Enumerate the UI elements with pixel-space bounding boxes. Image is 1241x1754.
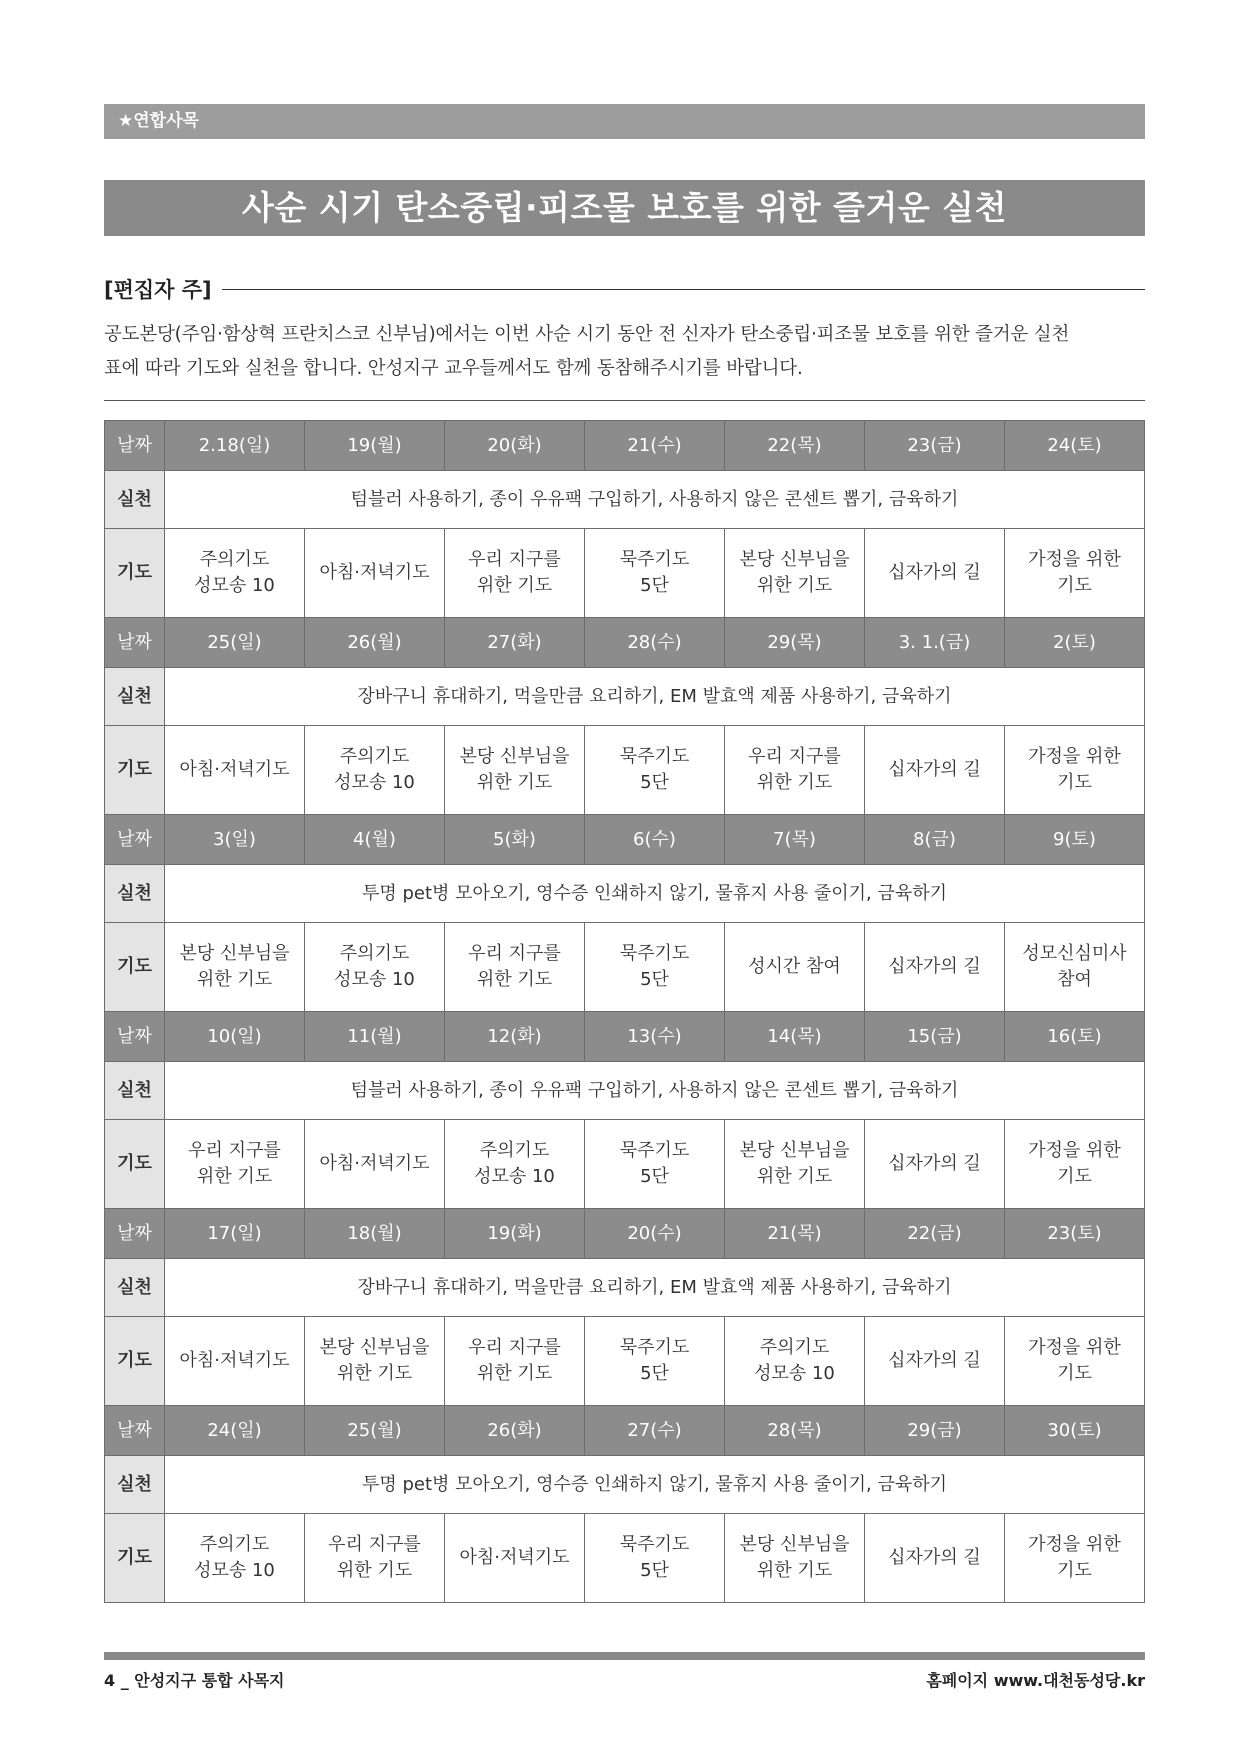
prayer-cell: [725, 726, 865, 815]
prayer-cell: [1005, 1317, 1145, 1406]
prayer-cell: [305, 1120, 445, 1209]
practice-label: 실천: [105, 471, 165, 529]
prayer-cell: [865, 923, 1005, 1012]
practice-label: 실천: [105, 1456, 165, 1514]
practice-cell: 장바구니 휴대하기, 먹을만큼 요리하기, EM 발효액 제품 사용하기, 금육하기: [165, 1259, 1145, 1317]
date-cell: 3. 1.(금): [865, 618, 1005, 668]
date-cell: 23(금): [865, 421, 1005, 471]
prayer-line: 위한 기도: [336, 1560, 413, 1581]
prayer-cell: [165, 1120, 305, 1209]
prayer-cell: [865, 529, 1005, 618]
prayer-cell: [725, 529, 865, 618]
prayer-label: 기도: [105, 1317, 165, 1406]
schedule-table: [104, 420, 1145, 1603]
prayer-line: 우리 지구를: [328, 1534, 421, 1555]
practice-row: [105, 668, 1145, 726]
prayer-line: 아침·저녁기도: [179, 759, 290, 780]
date-cell: 26(월): [305, 618, 445, 668]
prayer-cell: [445, 923, 585, 1012]
prayer-line: 묵주기도: [619, 1534, 690, 1555]
prayer-line: 위한 기도: [336, 1363, 413, 1384]
prayer-line: 성모송 10: [334, 772, 415, 793]
prayer-line: 기도: [1057, 1166, 1092, 1187]
prayer-cell: [585, 529, 725, 618]
date-label: 날짜: [105, 815, 165, 865]
prayer-line: 성모신심미사: [1022, 943, 1127, 964]
section-header: ★연합사목: [104, 104, 1145, 139]
editor-note-header: [104, 272, 1145, 306]
prayer-label: 기도: [105, 726, 165, 815]
prayer-line: 성시간 참여: [748, 956, 841, 977]
prayer-cell: [165, 1514, 305, 1603]
prayer-cell: [165, 726, 305, 815]
date-cell: 26(화): [445, 1406, 585, 1456]
prayer-line: 십자가의 길: [888, 562, 981, 583]
prayer-line: 5단: [640, 772, 669, 793]
date-cell: 20(화): [445, 421, 585, 471]
date-row: [105, 815, 1145, 865]
prayer-row: [105, 1514, 1145, 1603]
prayer-cell: [1005, 726, 1145, 815]
prayer-line: 위한 기도: [756, 1166, 833, 1187]
date-cell: 6(수): [585, 815, 725, 865]
date-cell: 9(토): [1005, 815, 1145, 865]
prayer-line: 주의기도: [759, 1337, 830, 1358]
date-cell: 17(일): [165, 1209, 305, 1259]
date-cell: 24(일): [165, 1406, 305, 1456]
prayer-line: 본당 신부님을: [179, 943, 290, 964]
prayer-line: 위한 기도: [756, 772, 833, 793]
prayer-line: 주의기도: [339, 746, 410, 767]
date-cell: 20(수): [585, 1209, 725, 1259]
prayer-row: [105, 1317, 1145, 1406]
prayer-label: 기도: [105, 1514, 165, 1603]
prayer-cell: [305, 529, 445, 618]
prayer-cell: [585, 726, 725, 815]
prayer-line: 위한 기도: [476, 1363, 553, 1384]
prayer-line: 우리 지구를: [748, 746, 841, 767]
practice-cell: 텀블러 사용하기, 종이 우유팩 구입하기, 사용하지 않은 콘센트 뽑기, 금육하기: [165, 471, 1145, 529]
prayer-line: 십자가의 길: [888, 759, 981, 780]
prayer-line: 본당 신부님을: [739, 1140, 850, 1161]
prayer-line: 우리 지구를: [188, 1140, 281, 1161]
practice-cell: 장바구니 휴대하기, 먹을만큼 요리하기, EM 발효액 제품 사용하기, 금육하기: [165, 668, 1145, 726]
prayer-line: 위한 기도: [756, 1560, 833, 1581]
prayer-cell: [305, 923, 445, 1012]
date-row: [105, 421, 1145, 471]
practice-row: [105, 865, 1145, 923]
date-cell: 7(목): [725, 815, 865, 865]
prayer-cell: [865, 1514, 1005, 1603]
prayer-line: 묵주기도: [619, 549, 690, 570]
practice-cell: 투명 pet병 모아오기, 영수증 인쇄하지 않기, 물휴지 사용 줄이기, 금육하기: [165, 1456, 1145, 1514]
practice-label: 실천: [105, 1259, 165, 1317]
practice-cell: 텀블러 사용하기, 종이 우유팩 구입하기, 사용하지 않은 콘센트 뽑기, 금육하기: [165, 1062, 1145, 1120]
prayer-cell: [1005, 529, 1145, 618]
prayer-line: 십자가의 길: [888, 1153, 981, 1174]
prayer-line: 위한 기도: [756, 575, 833, 596]
prayer-cell: [445, 1514, 585, 1603]
practice-cell: 투명 pet병 모아오기, 영수증 인쇄하지 않기, 물휴지 사용 줄이기, 금육하기: [165, 865, 1145, 923]
date-cell: 23(토): [1005, 1209, 1145, 1259]
prayer-cell: [725, 923, 865, 1012]
date-label: 날짜: [105, 421, 165, 471]
date-cell: 21(목): [725, 1209, 865, 1259]
prayer-cell: [445, 726, 585, 815]
prayer-line: 성모송 10: [754, 1363, 835, 1384]
editor-note-rule: [222, 289, 1145, 290]
date-cell: 27(화): [445, 618, 585, 668]
prayer-cell: [585, 1120, 725, 1209]
date-cell: 8(금): [865, 815, 1005, 865]
prayer-cell: [305, 726, 445, 815]
date-cell: 18(월): [305, 1209, 445, 1259]
date-cell: 19(월): [305, 421, 445, 471]
prayer-line: 주의기도: [339, 943, 410, 964]
prayer-line: 우리 지구를: [468, 943, 561, 964]
prayer-line: 위한 기도: [196, 969, 273, 990]
footer-page-info: 4 _ 안성지구 통합 사목지: [104, 1671, 285, 1690]
prayer-line: 기도: [1057, 772, 1092, 793]
date-cell: 22(목): [725, 421, 865, 471]
editor-note-line: 공도본당(주임·함상혁 프란치스코 신부님)에서는 이번 사순 시기 동안 전 신자가 탄소중립·피조물 보호를 위한 즐거운 실천: [104, 324, 1070, 345]
date-cell: 14(목): [725, 1012, 865, 1062]
prayer-line: 본당 신부님을: [459, 746, 570, 767]
prayer-line: 본당 신부님을: [319, 1337, 430, 1358]
prayer-row: [105, 1120, 1145, 1209]
prayer-line: 5단: [640, 1363, 669, 1384]
prayer-cell: [165, 529, 305, 618]
prayer-cell: [585, 1514, 725, 1603]
date-cell: 25(월): [305, 1406, 445, 1456]
practice-row: [105, 471, 1145, 529]
prayer-cell: [1005, 1120, 1145, 1209]
date-row: [105, 1209, 1145, 1259]
date-cell: 24(토): [1005, 421, 1145, 471]
prayer-line: 5단: [640, 969, 669, 990]
prayer-line: 기도: [1057, 1560, 1092, 1581]
prayer-line: 가정을 위한: [1028, 746, 1121, 767]
date-cell: 2.18(일): [165, 421, 305, 471]
prayer-line: 참여: [1057, 969, 1092, 990]
practice-label: 실천: [105, 865, 165, 923]
date-cell: 12(화): [445, 1012, 585, 1062]
date-cell: 29(목): [725, 618, 865, 668]
editor-note-line: 표에 따라 기도와 실천을 합니다. 안성지구 교우들께서도 함께 동참해주시기를 바랍니다.: [104, 358, 803, 379]
prayer-line: 우리 지구를: [468, 1337, 561, 1358]
prayer-line: 5단: [640, 575, 669, 596]
date-cell: 19(화): [445, 1209, 585, 1259]
prayer-line: 묵주기도: [619, 1140, 690, 1161]
date-cell: 15(금): [865, 1012, 1005, 1062]
prayer-row: [105, 923, 1145, 1012]
prayer-line: 기도: [1057, 575, 1092, 596]
prayer-line: 위한 기도: [476, 969, 553, 990]
prayer-line: 위한 기도: [476, 575, 553, 596]
prayer-cell: [445, 1120, 585, 1209]
prayer-line: 가정을 위한: [1028, 1534, 1121, 1555]
prayer-line: 본당 신부님을: [739, 549, 850, 570]
date-cell: 25(일): [165, 618, 305, 668]
prayer-line: 5단: [640, 1166, 669, 1187]
prayer-cell: [1005, 1514, 1145, 1603]
prayer-cell: [585, 1317, 725, 1406]
prayer-line: 성모송 10: [194, 1560, 275, 1581]
prayer-line: 아침·저녁기도: [319, 1153, 430, 1174]
prayer-cell: [305, 1514, 445, 1603]
prayer-cell: [725, 1514, 865, 1603]
practice-row: [105, 1259, 1145, 1317]
date-cell: 28(수): [585, 618, 725, 668]
page-title: 사순 시기 탄소중립·피조물 보호를 위한 즐거운 실천: [104, 180, 1145, 236]
prayer-line: 아침·저녁기도: [179, 1350, 290, 1371]
prayer-line: 성모송 10: [474, 1166, 555, 1187]
date-row: [105, 618, 1145, 668]
date-cell: 2(토): [1005, 618, 1145, 668]
prayer-row: [105, 529, 1145, 618]
date-cell: 5(화): [445, 815, 585, 865]
practice-label: 실천: [105, 668, 165, 726]
prayer-line: 위한 기도: [476, 772, 553, 793]
prayer-label: 기도: [105, 529, 165, 618]
editor-note-label: [편집자 주]: [104, 278, 212, 302]
prayer-line: 본당 신부님을: [739, 1534, 850, 1555]
date-cell: 13(수): [585, 1012, 725, 1062]
date-label: 날짜: [105, 1209, 165, 1259]
practice-row: [105, 1062, 1145, 1120]
practice-label: 실천: [105, 1062, 165, 1120]
prayer-label: 기도: [105, 1120, 165, 1209]
prayer-line: 묵주기도: [619, 943, 690, 964]
prayer-cell: [445, 529, 585, 618]
prayer-line: 주의기도: [479, 1140, 550, 1161]
prayer-row: [105, 726, 1145, 815]
date-row: [105, 1012, 1145, 1062]
prayer-line: 성모송 10: [194, 575, 275, 596]
prayer-line: 십자가의 길: [888, 956, 981, 977]
date-label: 날짜: [105, 1012, 165, 1062]
date-cell: 22(금): [865, 1209, 1005, 1259]
date-cell: 27(수): [585, 1406, 725, 1456]
prayer-line: 아침·저녁기도: [459, 1547, 570, 1568]
date-label: 날짜: [105, 618, 165, 668]
date-cell: 4(월): [305, 815, 445, 865]
prayer-cell: [165, 1317, 305, 1406]
prayer-line: 주의기도: [199, 1534, 270, 1555]
prayer-line: 주의기도: [199, 549, 270, 570]
prayer-line: 위한 기도: [196, 1166, 273, 1187]
prayer-line: 묵주기도: [619, 746, 690, 767]
prayer-cell: [725, 1317, 865, 1406]
editor-note-text: [104, 318, 1145, 386]
footer-homepage: 홈페이지 www.대천동성당.kr: [926, 1671, 1145, 1690]
prayer-line: 묵주기도: [619, 1337, 690, 1358]
prayer-line: 우리 지구를: [468, 549, 561, 570]
prayer-cell: [305, 1317, 445, 1406]
prayer-line: 가정을 위한: [1028, 549, 1121, 570]
prayer-cell: [1005, 923, 1145, 1012]
date-cell: 3(일): [165, 815, 305, 865]
prayer-line: 십자가의 길: [888, 1350, 981, 1371]
prayer-line: 아침·저녁기도: [319, 562, 430, 583]
date-cell: 30(토): [1005, 1406, 1145, 1456]
prayer-cell: [445, 1317, 585, 1406]
prayer-line: 가정을 위한: [1028, 1337, 1121, 1358]
prayer-line: 성모송 10: [334, 969, 415, 990]
prayer-cell: [725, 1120, 865, 1209]
prayer-line: 5단: [640, 1560, 669, 1581]
prayer-cell: [165, 923, 305, 1012]
date-cell: 29(금): [865, 1406, 1005, 1456]
prayer-cell: [585, 923, 725, 1012]
practice-row: [105, 1456, 1145, 1514]
prayer-cell: [865, 1120, 1005, 1209]
date-cell: 28(목): [725, 1406, 865, 1456]
date-cell: 11(월): [305, 1012, 445, 1062]
prayer-cell: [865, 726, 1005, 815]
date-label: 날짜: [105, 1406, 165, 1456]
prayer-cell: [865, 1317, 1005, 1406]
divider: [104, 400, 1145, 401]
date-row: [105, 1406, 1145, 1456]
prayer-line: 가정을 위한: [1028, 1140, 1121, 1161]
date-cell: 21(수): [585, 421, 725, 471]
footer-bar: [104, 1652, 1145, 1660]
date-cell: 16(토): [1005, 1012, 1145, 1062]
prayer-label: 기도: [105, 923, 165, 1012]
prayer-line: 십자가의 길: [888, 1547, 981, 1568]
date-cell: 10(일): [165, 1012, 305, 1062]
prayer-line: 기도: [1057, 1363, 1092, 1384]
